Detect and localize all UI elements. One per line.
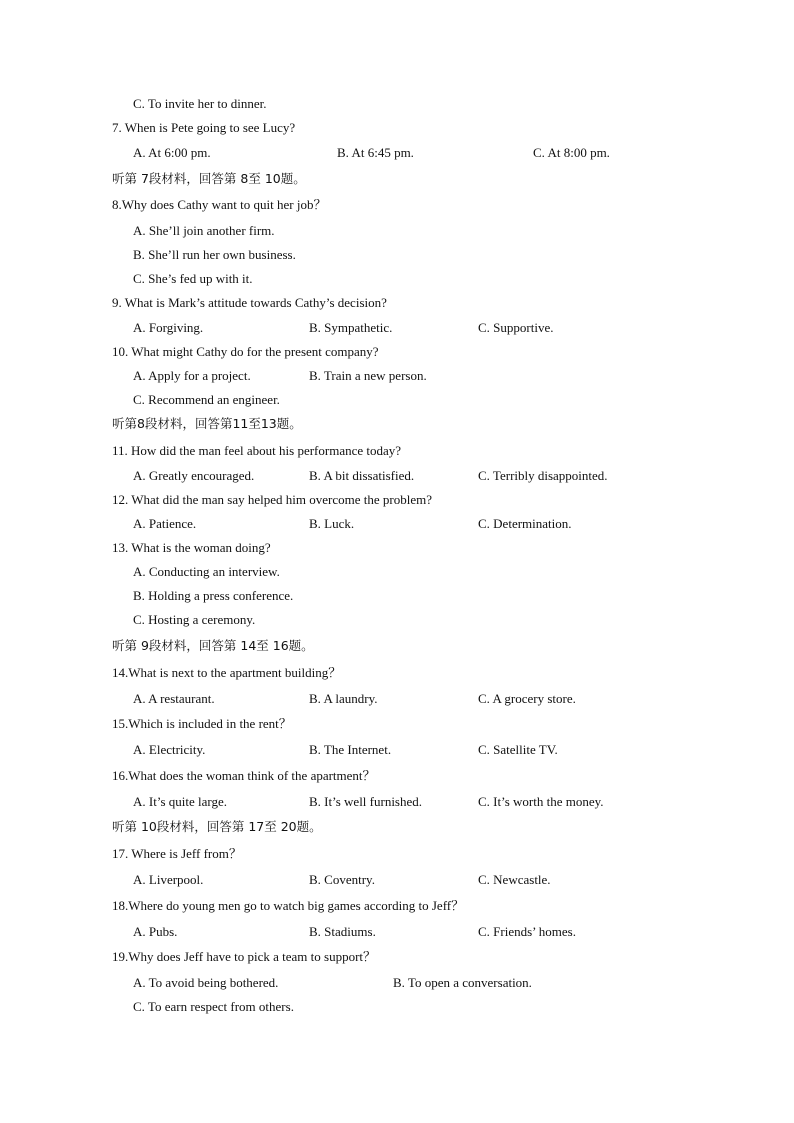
option-11a: A. Greatly encouraged. [133, 468, 255, 483]
question-8: 8.Why does Cathy want to quit her job？ [112, 197, 327, 212]
option-16c: C. It’s worth the money. [478, 794, 604, 809]
question-12: 12. What did the man say helped him overcome the problem? [112, 492, 432, 507]
option-11b: B. A bit dissatisfied. [309, 468, 415, 483]
option-8b: B. She’ll run her own business. [133, 247, 296, 262]
question-15: 15.Which is included in the rent？ [112, 716, 292, 731]
option-8a: A. She’ll join another firm. [133, 223, 275, 238]
option-10b: B. Train a new person. [309, 368, 427, 383]
question-7: 7. When is Pete going to see Lucy? [112, 120, 296, 135]
option-10a: A. Apply for a project. [133, 368, 251, 383]
option-12b: B. Luck. [309, 516, 355, 531]
option-13b: B. Holding a press conference. [133, 588, 294, 603]
section-heading-9: 听第 9段材料，回答第 14至 16题。 [112, 638, 314, 653]
option-13a: A. Conducting an interview. [133, 564, 280, 579]
option-7a: A. At 6:00 pm. [133, 145, 211, 160]
option-19c: C. To earn respect from others. [133, 999, 294, 1014]
option-15a: A. Electricity. [133, 742, 206, 757]
option-17b: B. Coventry. [309, 872, 375, 887]
option-8c: C. She’s fed up with it. [133, 271, 253, 286]
question-17: 17. Where is Jeff from？ [112, 846, 242, 861]
question-18: 18.Where do young men go to watch big games according to Jeff？ [112, 898, 465, 913]
question-11: 11. How did the man feel about his performance today? [112, 443, 402, 458]
option-15b: B. The Internet. [309, 742, 392, 757]
question-16: 16.What does the woman think of the apartment？ [112, 768, 376, 783]
section-heading-7: 听第 7段材料，回答第 8至 10题。 [112, 171, 306, 186]
option-14a: A. A restaurant. [133, 691, 215, 706]
option-12a: A. Patience. [133, 516, 197, 531]
option-13c: C. Hosting a ceremony. [133, 612, 256, 627]
option-15c: C. Satellite TV. [478, 742, 558, 757]
option-17c: C. Newcastle. [478, 872, 551, 887]
option-9b: B. Sympathetic. [309, 320, 393, 335]
option-19b: B. To open a conversation. [393, 975, 532, 990]
option-11c: C. Terribly disappointed. [478, 468, 608, 483]
option-18a: A. Pubs. [133, 924, 178, 939]
option-12c: C. Determination. [478, 516, 572, 531]
question-9: 9. What is Mark’s attitude towards Cathy’s decision? [112, 295, 387, 310]
question-10: 10. What might Cathy do for the present company? [112, 344, 379, 359]
option-6c: C. To invite her to dinner. [133, 96, 267, 111]
option-14b: B. A laundry. [309, 691, 378, 706]
option-7b: B. At 6:45 pm. [337, 145, 414, 160]
section-heading-10: 听第 10段材料，回答第 17至 20题。 [112, 819, 322, 834]
option-16a: A. It’s quite large. [133, 794, 227, 809]
option-16b: B. It’s well furnished. [309, 794, 423, 809]
option-9c: C. Supportive. [478, 320, 554, 335]
question-19: 19.Why does Jeff have to pick a team to support？ [112, 949, 377, 964]
section-heading-8: 听第8段材料，回答第11至13题。 [112, 416, 302, 431]
option-10c: C. Recommend an engineer. [133, 392, 280, 407]
option-14c: C. A grocery store. [478, 691, 576, 706]
option-19a: A. To avoid being bothered. [133, 975, 279, 990]
question-13: 13. What is the woman doing? [112, 540, 271, 555]
question-14: 14.What is next to the apartment building？ [112, 665, 342, 680]
option-9a: A. Forgiving. [133, 320, 204, 335]
option-17a: A. Liverpool. [133, 872, 204, 887]
option-18b: B. Stadiums. [309, 924, 376, 939]
option-18c: C. Friends’ homes. [478, 924, 576, 939]
option-7c: C. At 8:00 pm. [533, 145, 610, 160]
